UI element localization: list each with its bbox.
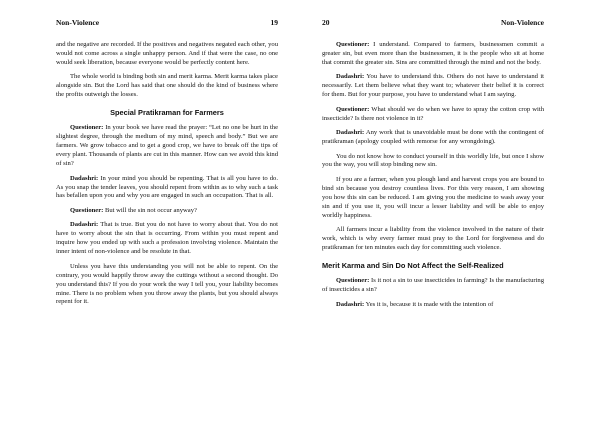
section-heading: Merit Karma and Sin Do Not Affect the Self-Realized	[322, 261, 504, 271]
dialogue-paragraph	[322, 106, 544, 124]
paragraph: The whole world is binding both sin and merit karma. Merit karma takes place alongside sin. But the Lord has said that one should do the kind of business where the profits outweigh the losses.	[56, 73, 278, 99]
dialogue-paragraph	[56, 221, 278, 257]
speaker-label: Questioner:	[336, 277, 370, 285]
dialogue-paragraph	[322, 301, 544, 310]
dialogue-text: In your mind you should be repenting. That is all you have to do. As you snap the tender leaves, you should repent from within as to why such a task has befallen upon you and why you are engaged in such an occupation. That is all.	[56, 174, 278, 200]
left-page-number: 19	[270, 18, 278, 27]
dialogue-text: I understand. Compared to farmers, businessmen commit a greater sin, but even more than the businessmen, it is the people who sit at home that commit the greater sin. Sins are committed through the mind and not the body.	[322, 41, 544, 66]
paragraph: You do not know how to conduct yourself in this worldly life, but once I show you the way, you will stop binding new sin.	[322, 152, 544, 169]
dialogue-paragraph	[322, 41, 544, 68]
dialogue-text: Any work that is unavoidable must be done with the contingent of pratikraman (apology coupled with remorse for any wrongdoing).	[322, 129, 544, 146]
speaker-label: Questioner:	[70, 206, 104, 214]
right-page-number: 20	[322, 18, 330, 27]
speaker-label: Dadashri:	[70, 174, 99, 182]
dialogue-text: Yes it is, because it is made with the intention of	[364, 300, 494, 308]
speaker-label: Dadashri:	[336, 300, 365, 308]
right-page-header	[322, 18, 544, 27]
speaker-label: Dadashri:	[336, 129, 365, 137]
dialogue-paragraph	[56, 207, 278, 216]
dialogue-paragraph	[322, 73, 544, 100]
dialogue-paragraph	[56, 175, 278, 202]
right-page	[300, 0, 600, 423]
dialogue-text: That is true. But you do not have to worry about that. You do not have to worry about the sin that is occurring. From within you must repent and inquire how you ended up with such a profession involving violence. Maintain the inner intent of non-violence and be resolute in that.	[56, 221, 278, 256]
paragraph: Unless you have this understanding you will not be able to repent. On the contrary, you would happily throw away the cuttings without a second thought. Do you understand this? If you do your work the way I tell you, your liability becomes mine. There is no problem when you throw away the plants, but you should always repent for it.	[56, 262, 278, 306]
paragraph: All farmers incur a liability from the violence involved in the nature of their work, which is why every farmer must pray to the Lord for forgiveness and do pratikraman for ten minutes each day for committing such violence.	[322, 226, 544, 252]
speaker-label: Questioner:	[336, 105, 370, 113]
left-page-content	[56, 41, 278, 307]
dialogue-text: You have to understand this. Others do not have to understand it necessarily. Let them believe what they want to; whatever their belief it is correct for them. But for your purpose, you have to understand what I am saying.	[322, 73, 544, 99]
dialogue-text: But will the sin not occur anyway?	[103, 206, 197, 214]
paragraph: and the negative are recorded. If the positives and negatives negated each other, you would not come across a single unhappy person. And if that were the case, no one would seek liberation, because everyone would be perfectly content here.	[56, 41, 278, 66]
speaker-label: Questioner:	[70, 124, 104, 132]
left-header-title: Non-Violence	[56, 18, 100, 27]
paragraph: If you are a farmer, when you plough land and harvest crops you are bound to bind sin because you destroy countless lives. For this very reason, I am showing you how this sin can be reduced. I am giving you the medicine to wash away your sin and if you use it, you will incur a lesser liability and will be able to enjoy worldly happiness.	[322, 175, 544, 219]
dialogue-text: In your book we have read the prayer: “Let no one be hurt in the slightest degree, through the medium of my mind, speech and body.” But we are farmers. We grow tobacco and to get a good crop, we have to break off the tips of every plant. Thousands of plants are cut in this manner. How can we avoid this kind of sin?	[56, 124, 278, 168]
dialogue-text: What should we do when we have to spray the cotton crop with insecticide? Is there not violence in it?	[322, 105, 544, 122]
dialogue-paragraph	[322, 129, 544, 147]
right-page-content	[322, 41, 544, 309]
left-page-header	[56, 18, 278, 27]
section-heading: Special Pratikraman for Farmers	[110, 108, 224, 118]
right-header-title: Non-Violence	[500, 18, 544, 27]
speaker-label: Questioner:	[336, 41, 370, 48]
dialogue-text: Is it not a sin to use insecticides in farming? Is the manufacturing of insecticides a sin?	[322, 277, 544, 294]
speaker-label: Dadashri:	[70, 221, 99, 229]
speaker-label: Dadashri:	[336, 73, 365, 81]
dialogue-paragraph	[56, 124, 278, 169]
dialogue-paragraph	[322, 277, 544, 295]
